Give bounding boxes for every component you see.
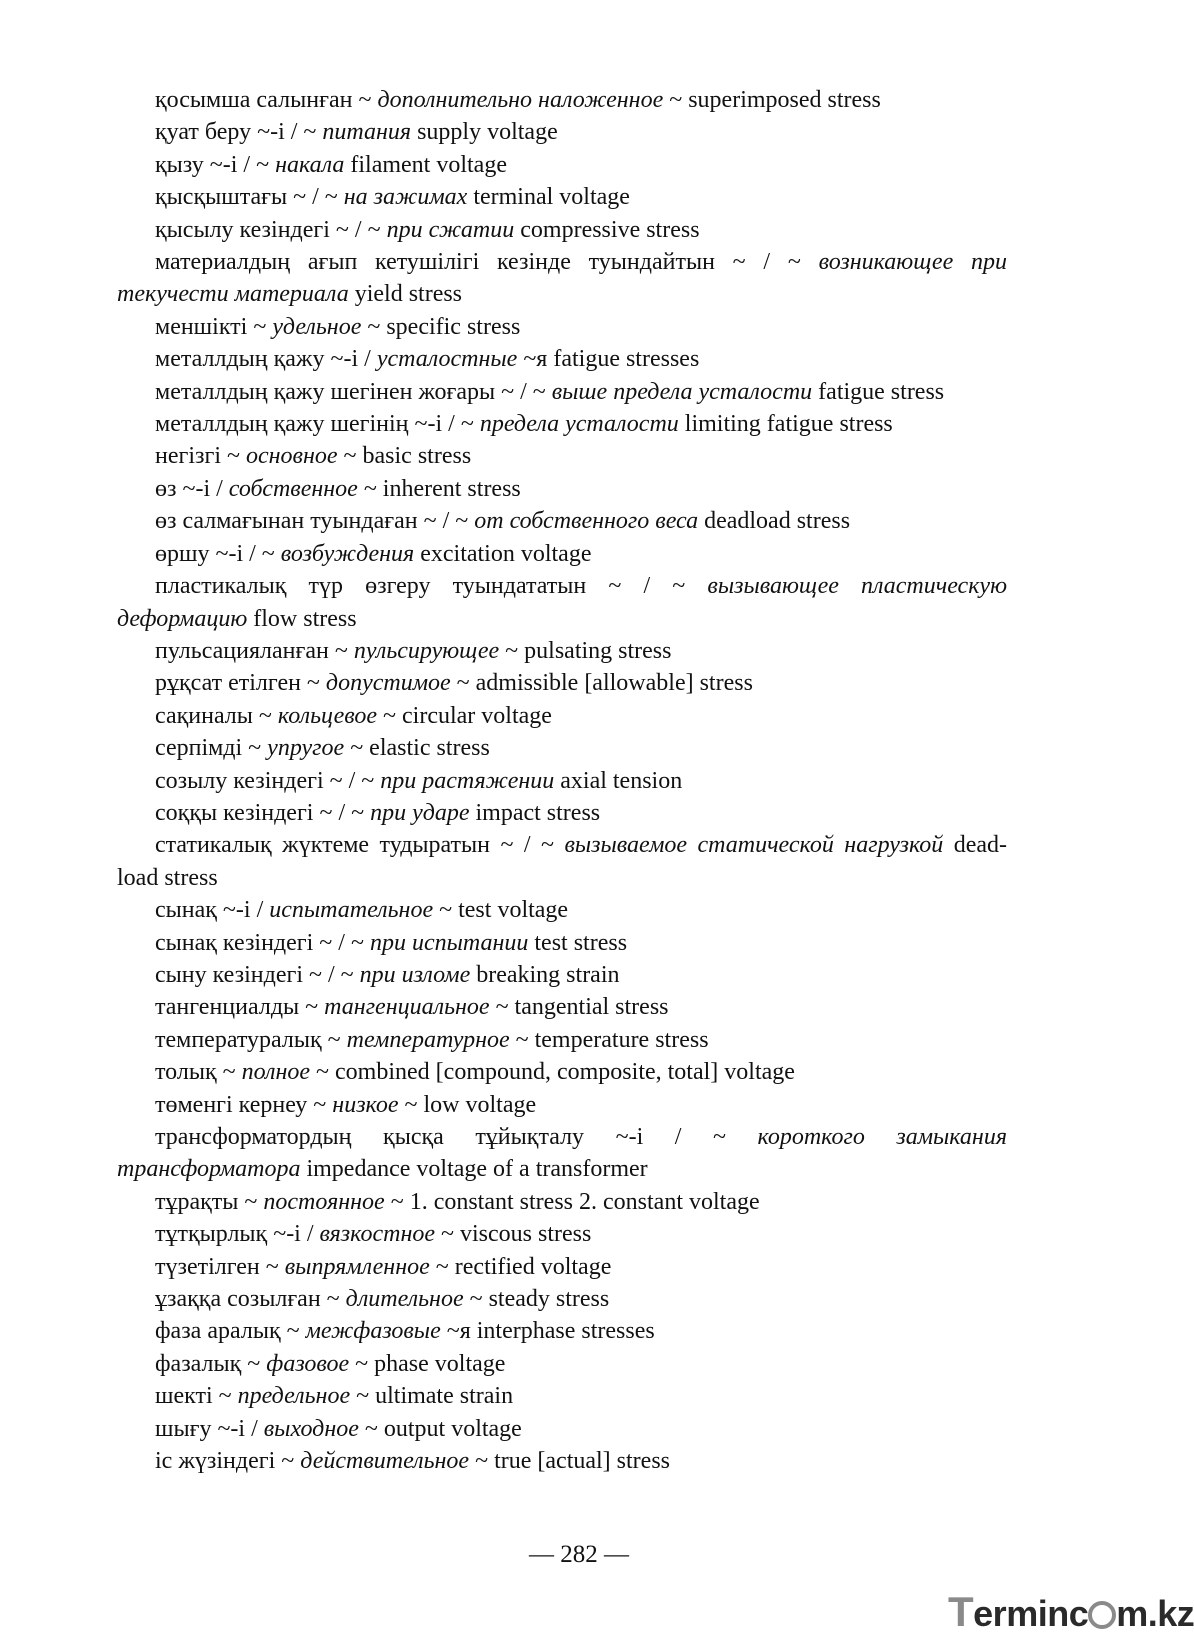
kazakh-term: сынақ кезіндегі ~ / ~ — [155, 929, 370, 956]
kazakh-term: сынақ ~-і / — [155, 897, 270, 924]
dictionary-entry — [117, 440, 1007, 472]
russian-term: пульсирующее — [353, 637, 500, 664]
russian-term: низкое — [332, 1091, 399, 1118]
russian-term: при растяжении — [380, 767, 555, 794]
english-term: ~я fatigue stresses — [517, 346, 700, 373]
russian-term: полное — [241, 1059, 311, 1086]
kazakh-term: ұзаққа созылған ~ — [155, 1286, 346, 1313]
russian-term: при изломе — [359, 961, 471, 988]
english-term: limiting fatigue stress — [678, 411, 893, 438]
russian-term: накала — [275, 151, 345, 178]
dictionary-entry — [117, 473, 1007, 505]
kazakh-term: пластикалық түр өзгеру туындататын ~ / ~ — [155, 573, 708, 600]
dictionary-entry — [117, 797, 1007, 829]
dictionary-entry — [117, 246, 1007, 311]
dictionary-entry — [117, 1283, 1007, 1315]
english-term: fatigue stress — [812, 378, 945, 405]
kazakh-term: металлдың қажу ~-і / — [155, 346, 377, 373]
dictionary-entry — [117, 635, 1007, 667]
english-term: supply voltage — [411, 119, 558, 146]
english-term: ~ low voltage — [398, 1091, 537, 1118]
russian-term: вызываемое статической нагрузкой — [564, 832, 944, 859]
russian-term: при ударе — [370, 799, 470, 826]
russian-term: возникающее при текучести материала — [117, 249, 1007, 308]
russian-term: основное — [245, 443, 338, 470]
dictionary-entry — [117, 991, 1007, 1023]
dictionary-entry — [117, 1251, 1007, 1283]
english-term: ~ 1. constant stress 2. constant voltage — [384, 1188, 760, 1215]
english-term: ~ test voltage — [433, 897, 569, 924]
english-term: terminal voltage — [467, 184, 630, 211]
kazakh-term: шекті ~ — [155, 1383, 238, 1410]
dictionary-entry — [117, 311, 1007, 343]
english-term: ~ basic stress — [337, 443, 472, 470]
english-term: breaking strain — [470, 961, 620, 988]
russian-term: на зажимах — [343, 184, 468, 211]
kazakh-term: өз ~-і / — [155, 475, 229, 502]
kazakh-term: шығу ~-і / — [155, 1415, 264, 1442]
russian-term: короткого замыкания трансформатора — [117, 1124, 1007, 1183]
kazakh-term: меншікті ~ — [155, 313, 273, 340]
dictionary-entry — [117, 149, 1007, 181]
dictionary-entry — [117, 1445, 1007, 1477]
kazakh-term: іс жүзіндегі ~ — [155, 1448, 301, 1475]
kazakh-term: толық ~ — [155, 1059, 242, 1086]
english-term: ~ combined [compound, composite, total] voltage — [310, 1059, 795, 1086]
dictionary-entry — [117, 181, 1007, 213]
russian-term: предела усталости — [479, 411, 679, 438]
russian-term: удельное — [272, 313, 362, 340]
dictionary-entry — [117, 408, 1007, 440]
logo-circle-icon — [1088, 1601, 1116, 1629]
dictionary-entry — [117, 732, 1007, 764]
english-term: dead-load stress — [117, 832, 1008, 891]
russian-term: питания — [322, 119, 412, 146]
logo-letter-t: T — [948, 1588, 974, 1635]
dictionary-entry — [117, 538, 1007, 570]
english-term: ~ admissible [allowable] stress — [450, 670, 753, 697]
logo-text-part: erminc — [973, 1593, 1089, 1634]
english-term: excitation voltage — [414, 540, 592, 567]
dictionary-entry — [117, 343, 1007, 375]
dictionary-entry — [117, 894, 1007, 926]
english-term: ~я interphase stresses — [440, 1318, 655, 1345]
kazakh-term: соққы кезіндегі ~ / ~ — [155, 799, 371, 826]
russian-term: кольцевое — [277, 702, 378, 729]
kazakh-term: фазалық ~ — [155, 1350, 267, 1377]
russian-term: тангенциальное — [324, 994, 490, 1021]
kazakh-term: тұрақты ~ — [155, 1188, 264, 1215]
dictionary-entry — [117, 1380, 1007, 1412]
english-term: ~ rectified voltage — [429, 1253, 612, 1280]
kazakh-term: трансформатордың қысқа тұйықталу ~-і / ~ — [155, 1124, 758, 1150]
dictionary-entry — [117, 376, 1007, 408]
kazakh-term: қосымша салынған ~ — [155, 87, 378, 113]
kazakh-term: қызу ~-і / ~ — [155, 151, 276, 178]
english-term: ~ inherent stress — [357, 475, 521, 502]
russian-term: возбуждения — [280, 540, 415, 567]
kazakh-term: материалдың ағып кетушілігі кезінде туындайтын ~ / ~ — [155, 249, 819, 276]
english-term: ~ ultimate strain — [350, 1383, 514, 1410]
english-term: ~ pulsating stress — [499, 637, 672, 664]
russian-term: предельное — [237, 1383, 351, 1410]
russian-term: при сжатии — [386, 216, 515, 243]
russian-term: вязкостное — [319, 1221, 436, 1248]
english-term: ~ specific stress — [361, 313, 521, 340]
kazakh-term: металлдың қажу шегінің ~-і / ~ — [155, 411, 480, 438]
kazakh-term: тангенциалды ~ — [155, 994, 325, 1021]
russian-term: постоянное — [263, 1188, 385, 1215]
russian-term: испытательное — [269, 897, 434, 924]
dictionary-entry — [117, 570, 1007, 635]
russian-term: от собственного веса — [474, 508, 699, 535]
logo-domain: m.kz — [1116, 1593, 1194, 1634]
kazakh-term: өршу ~-і / ~ — [155, 540, 281, 567]
russian-term: собственное — [228, 475, 358, 502]
kazakh-term: температуралық ~ — [155, 1026, 347, 1053]
kazakh-term: созылу кезіндегі ~ / ~ — [155, 767, 381, 794]
russian-term: длительное — [345, 1286, 464, 1313]
dictionary-entry — [117, 1056, 1007, 1088]
dictionary-entry — [117, 1218, 1007, 1250]
russian-term: выше предела усталости — [551, 378, 813, 405]
russian-term: выходное — [263, 1415, 359, 1442]
english-term: ~ true [actual] stress — [469, 1448, 670, 1475]
kazakh-term: сақиналы ~ — [155, 702, 278, 729]
english-term: impact stress — [469, 799, 601, 826]
russian-term: вызывающее пластическую деформацию — [117, 573, 1007, 632]
dictionary-entry — [117, 667, 1007, 699]
english-term: ~ superimposed stress — [663, 87, 881, 113]
english-term: flow stress — [247, 605, 357, 632]
russian-term: допустимое — [325, 670, 451, 697]
english-term: ~ viscous stress — [435, 1221, 592, 1248]
russian-term: действительное — [300, 1448, 470, 1475]
kazakh-term: қысылу кезіндегі ~ / ~ — [155, 216, 387, 243]
english-term: axial tension — [554, 767, 683, 794]
english-term: impedance voltage of a transformer — [300, 1156, 648, 1183]
dictionary-entry — [117, 959, 1007, 991]
dictionary-entry — [117, 700, 1007, 732]
kazakh-term: статикалық жүктеме тудыратын ~ / ~ — [155, 832, 565, 859]
dictionary-entry — [117, 1089, 1007, 1121]
russian-term: межфазовые — [305, 1318, 441, 1345]
english-term: filament voltage — [344, 151, 507, 178]
russian-term: температурное — [346, 1026, 510, 1053]
english-term: ~ steady stress — [463, 1286, 610, 1313]
dictionary-entry — [117, 829, 1007, 894]
english-term: test stress — [528, 929, 628, 956]
dictionary-entry — [117, 214, 1007, 246]
russian-term: при испытании — [369, 929, 529, 956]
kazakh-term: қуат беру ~-і / ~ — [155, 119, 323, 146]
kazakh-term: сыну кезіндегі ~ / ~ — [155, 961, 360, 988]
kazakh-term: рұқсат етілген ~ — [155, 670, 326, 697]
dictionary-entry — [117, 1121, 1007, 1186]
dictionary-entry — [117, 765, 1007, 797]
dictionary-entry — [117, 84, 1007, 116]
dictionary-entry — [117, 1348, 1007, 1380]
dictionary-entry — [117, 1024, 1007, 1056]
russian-term: усталостные — [376, 346, 518, 373]
dictionary-entry — [117, 116, 1007, 148]
termincom-logo[interactable] — [948, 1588, 1194, 1635]
kazakh-term: негізгі ~ — [155, 443, 246, 470]
page-number: — 282 — — [529, 1541, 629, 1568]
russian-term: дополнительно наложенное — [377, 87, 664, 113]
kazakh-term: тұтқырлық ~-і / — [155, 1221, 320, 1248]
dictionary-entries — [117, 84, 1007, 1477]
dictionary-entry — [117, 1186, 1007, 1218]
dictionary-entry — [117, 505, 1007, 537]
kazakh-term: пульсацияланған ~ — [155, 637, 354, 664]
english-term: ~ elastic stress — [344, 735, 490, 762]
kazakh-term: қысқыштағы ~ / ~ — [155, 184, 344, 211]
kazakh-term: серпімді ~ — [155, 735, 268, 762]
kazakh-term: фаза аралық ~ — [155, 1318, 306, 1345]
english-term: ~ phase voltage — [349, 1350, 506, 1377]
russian-term: выпрямленное — [284, 1253, 430, 1280]
kazakh-term: металлдың қажу шегінен жоғары ~ / ~ — [155, 378, 552, 405]
dictionary-entry — [117, 927, 1007, 959]
english-term: ~ circular voltage — [377, 702, 552, 729]
kazakh-term: өз салмағынан туындаған ~ / ~ — [155, 508, 475, 535]
english-term: ~ temperature stress — [509, 1026, 709, 1053]
russian-term: фазовое — [266, 1350, 350, 1377]
kazakh-term: түзетілген ~ — [155, 1253, 285, 1280]
english-term: yield stress — [348, 281, 463, 308]
dictionary-entry — [117, 1315, 1007, 1347]
english-term: ~ tangential stress — [489, 994, 669, 1021]
kazakh-term: төменгі кернеу ~ — [155, 1091, 333, 1118]
dictionary-entry — [117, 1413, 1007, 1445]
english-term: ~ output voltage — [358, 1415, 522, 1442]
english-term: deadload stress — [698, 508, 851, 535]
english-term: compressive stress — [514, 216, 700, 243]
russian-term: упругое — [267, 735, 345, 762]
